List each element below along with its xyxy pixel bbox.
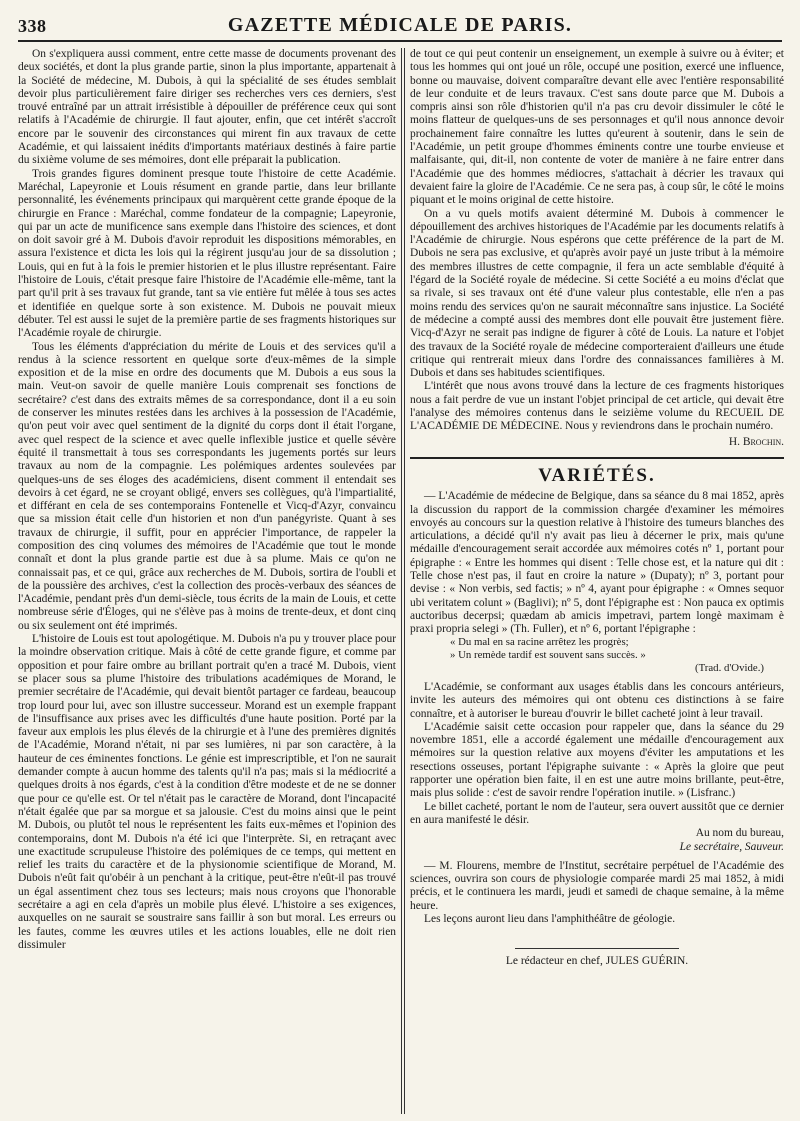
paragraph: L'histoire de Louis est tout apologétique. M. Dubois n'a pu y trouver place pour la moindre observation critique. Mais à côté de cette grande figure, et comme par opposition et pour faire ombre au brillant portrait qu'en a tracé M. Dubois, vient se placer sous sa plume l'histoire des tribulations académiques de Morand, le premier secrétaire de l'Académie, qui devait bientôt partager ce fardeau, beaucoup trop lourd pour lui, avec son illustre successeur. Morand est un exemple frappant de l'insuffisance aux prises avec les difficultés d'une haute position. Porté par la faveur aux emplois les plus élevés de la chirurgie et à l'une des premières dignités de l'Académie, Morand n'était, ni par ses lumières, ni par son caractère, à la hauteur de ces éminentes fonctions. Le génie est imprescriptible, et l'on ne saurait demander compte à aucun homme des talents qu'il n'a pas; mais si la médiocrité a quelques droits à nos égards, c'est à la condition d'être modeste et de ne se donner que pour ce qu'elle est. Or tel n'était pas le caractère de Morand, dont l'incapacité n'était égalée que par sa morgue et sa jalousie. C'est du moins ainsi que le peint M. Dubois, ou plutôt tel nous le représentent les faits eux-mêmes et l'opinion des contemporains, dont M. Dubois n'a été ici que l'interprète. Si, en retraçant avec une exactitude scrupuleuse l'histoire des polémiques de ce temps, qui mettent en relief les traits du caractère et de la physionomie scientifique de Morand, M. Dubois n'eût fait qu'obéir à un penchant à la critique, peut-être n'eût-il pas trouvé un égal assentiment chez tous ses lecteurs; mais nous croyons que l'honorable secrétaire a agi en cela d'après un mobile plus élevé. L'histoire a ses exigences, auxquelles on ne saurait se soustraire sans faillir à son but moral. Les erreurs ou les fautes, comme les œuvres utiles et les actions louables, elle ne doit rien dissimuler [18,633,396,951]
header-rule [18,40,782,42]
paragraph: Tous les éléments d'appréciation du mérite de Louis et des services qu'il a rendus à la science ressortent en quelque sorte d'eux-mêmes de la simple exposition et de la mise en ordre des documents que M. Dubois a eus sous la main. Veut-on savoir de quelle manière Louis comprenait ses fonctions de secrétaire? c'est dans des extraits mêmes de sa correspondance, dont il a eu soin de conserver les minutes restées dans les archives à la possession de l'Académie, qu'on peut voir avec quel sentiment de la dignité du corps dont il était l'organe, avec quel respect de la science et avec quelle inflexible justice et quelle sévère équité il transmettait à tous ses correspondants les jugements portés sur leurs travaux au nom de la compagnie. Les polémiques ardentes soulevées par quelques-uns de ses éloges des académiciens, disent comment il entendait ses devoirs à cet égard, ne se croyant obligé, envers ses collègues, qu'à l'impartialité, et différant en cela de ses contemporains Fontenelle et Vicq-d'Azyr, convaincu que sa mission était celle d'un historien et non d'un panégyriste. Quant à ses travaux de chirurgie, il suffit, pour en apprécier l'importance, de rappeler la composition des cinq volumes des mémoires de l'Académie que tout le monde connaît et dont la plus grande partie est due à sa plume. Mais ce qu'on ne connaissait pas, et ce qui, grâce aux recherches de M. Dubois, sortira de l'oubli et de la poussière des archives, c'est la collection des procès-verbaux des séances de l'Académie, pendant près d'un demi-siècle, tous écrits de la main de Louis, et cette nombreuse série d'Éloges, qui ne s'élève pas à moins de trente-deux, et dont cinq ou six seulement ont été imprimés. [18,340,396,632]
section-separator [410,457,784,459]
paragraph: de tout ce qui peut contenir un enseignement, un exemple à suivre ou à éviter; et tous les hommes qui ont joué un rôle, occupé une position, exercé une influence, bonne ou mauvaise, doivent comparaître devant elle avec l'entière responsabilité de leur conduite et de leurs travaux. C'est sans doute parce que M. Dubois a compris ainsi son rôle d'historien qu'il n'a pas cru devoir dissimuler le côté le moins flatteur de quelques-uns de ses personnages et qu'il nous annonce devoir prochainement faire connaître les luttes qu'eurent à soutenir, dans le sein de l'Académie, un petit groupe d'hommes éminents contre une tourbe envieuse et malfaisante, qui, dit-il, non contente de voter de manière à ne faire entrer dans l'Académie que des hommes médiocres, s'attachait à décrier les travaux qui devaient faire la gloire de l'Académie. Ce ne sera pas, à coup sûr, le côté le moins piquant et le moins original de cette histoire. [410,48,784,207]
epigraph-line: » Un remède tardif est souvent sans succès. » [450,649,646,662]
paragraph: On a vu quels motifs avaient déterminé M. Dubois à commencer le dépouillement des archives historiques de l'Académie par les documents relatifs à l'Académie de chirurgie. Nous espérons que cette préférence de la part de M. Dubois ne sera pas exclusive, et qu'après avoir payé un juste tribut à la mémoire des membres illustres de cette compagnie, il fera un acte semblable d'équité à l'égard de la Société royale de médecine. Si cette Société a eu moins d'éclat que sa rivale, si ses travaux ont été d'une valeur plus contestable, elle n'en a pas moins rendu des services qu'on ne saurait méconnaître sans injustice. La Société de médecine a compté aussi des membres dont elle pouvait être justement fière. Vicq-d'Azyr ne serait pas indigne de figurer à côté de Louis. La nature et l'objet des travaux de la Société royale de médecine comporteraient d'ailleurs une étude critique qui rentrerait mieux dans l'ordre des connaissances familières à M. Dubois et dans ses habitudes scientifiques. [410,207,784,380]
section-title: VARIÉTÉS. [538,464,656,486]
editor-line: Le rédacteur en chef, JULES GUÉRIN. [505,955,689,968]
journal-title: GAZETTE MÉDICALE DE PARIS. [227,14,573,36]
page-number: 338 [18,16,47,36]
editor-rule [515,948,680,949]
right-column [410,48,784,1110]
bureau-line: Au nom du bureau, [695,827,784,840]
author-signature: H. Brochin. [728,435,784,448]
page-header [18,14,782,40]
paragraph: On s'expliquera aussi comment, entre cette masse de documents provenant des deux sociétés, et dont la plus grande partie, sinon la plus importante, appartenait à la Société de médecine, M. Dubois, à qui la spécialité de ses études semblait devoir plus particulièrement faire diriger ses recherches vers ces derniers, s'est trouvé entraîné par un attrait irrésistible à dépouiller de préférence ceux qui sont relatifs à l'Académie de chirurgie. Il faut ajouter, enfin, que cet intérêt s'accroît encore par le souvenir des circonstances qui mirent fin aux travaux de cette Académie, et qui laissaient inédits d'importants matériaux destinés à faire partie du sixième volume de ses mémoires, dont elle préparait la publication. [18,48,396,167]
paragraph: Trois grandes figures dominent presque toute l'histoire de cette Académie. Maréchal, Lapeyronie et Louis résument en grande partie, dans leur brillante personnalité, les événements principaux qui marquèrent cette grande époque de la chirurgie en France : Maréchal, comme fondateur de la compagnie; Lapeyronie, qui par un acte de munificence sans exemple dans l'histoire des sciences, et dont on doit savoir gré à M. Dubois d'avoir reproduit les dispositions mémorables, en assura l'existence et dicta les lois qui la régirent jusqu'au jour de sa dissolution ; Louis, qui en fut à la fois le premier historien et le plus illustre représentant. Faire l'histoire de Louis, c'était presque faire l'histoire de l'Académie elle-même, tant la part qu'il prit à ses travaux fut grande, tant sa vie entière fut mêlée à tous ses actes et identifiée en quelque sorte à son existence. M. Dubois ne pouvait mieux débuter. Tel est aussi le sujet de la première partie de ses fragments historiques sur l'Académie royale de chirurgie. [18,167,396,340]
paragraph: L'Académie, se conformant aux usages établis dans les concours antérieurs, invite les auteurs des mémoires qui ont obtenu ces distinctions à se faire connaître, et à autoriser le bureau d'ouvrir le billet cacheté joint à leur travail. [410,680,784,720]
bureau-signature [410,841,784,854]
paragraph: — L'Académie de médecine de Belgique, dans sa séance du 8 mai 1852, après la discussion du rapport de la commission chargée d'examiner les mémoires envoyés au concours sur la question relative à l'histoire des tumeurs blanches des articulations, a décidé qu'il n'y avait pas lieu à décerner le prix, mais qu'une médaille d'encouragement serait accordée aux mémoires cotés nº 1, portant pour épigraphe : « Entre les hommes qui disent : Telle chose est, et la nature qui dit : Telle chose n'est pas, il faut en croire la nature » (Dupaty); nº 3, portant pour devise : « Non verbis, sed factis; » nº 4, ayant pour épigraphe : « Omnes sequor ubi veritatem colunt » (Baglivi); nº 5, dont l'épigraphe est : Non pauca ex optimis auctoribus decerpsi; quædam ab amicis impetravi, partem longè maximam è praxi propria selegi » (Th. Fuller), et nº 6, portant l'épigraphe : [410,490,784,636]
paragraph: Le billet cacheté, portant le nom de l'auteur, sera ouvert aussitôt que ce dernier en aura manifesté le désir. [410,800,784,826]
paragraph: Les leçons auront lieu dans l'amphithéâtre de géologie. [424,913,676,925]
epigraph-line: « Du mal en sa racine arrêtez les progrès; [450,636,629,649]
paragraph: L'intérêt que nous avons trouvé dans la lecture de ces fragments historiques nous a fait perdre de vue un instant l'objet principal de cet article, qui devait être l'analyse des mémoires contenus dans le seizième volume du RECUEIL DE L'ACADÉMIE DE MÉDECINE. Nous y reviendrons dans le prochain numéro. [410,380,784,433]
column-divider-inner [404,48,405,1114]
paragraph: — M. Flourens, membre de l'Institut, secrétaire perpétuel de l'Académie des sciences, ouvrira son cours de physiologie comparée mardi 25 mai 1852, à midi précis, et le continuera les mardi, jeudi et samedi de chaque semaine, à la même heure. [410,859,784,912]
left-column [18,48,396,1110]
secretary-name: Le secrétaire, Sauveur. [679,840,784,853]
column-divider [401,48,402,1114]
epigraph-source: (Trad. d'Ovide.) [694,661,764,674]
paragraph: L'Académie saisit cette occasion pour rappeler que, dans la séance du 29 novembre 1851, elle a accordé également une médaille d'encouragement aux mémoires sur la question relative aux moyens d'éviter les amputations et les resections osseuses, portant l'épigraphe suivante : « Après la gloire que peut rapporter une opération bien faite, il en est une autre moins brillante, peut-être, mais plus solide : c'est de savoir rendre l'opération inutile. » (Lisfranc.) [410,720,784,800]
